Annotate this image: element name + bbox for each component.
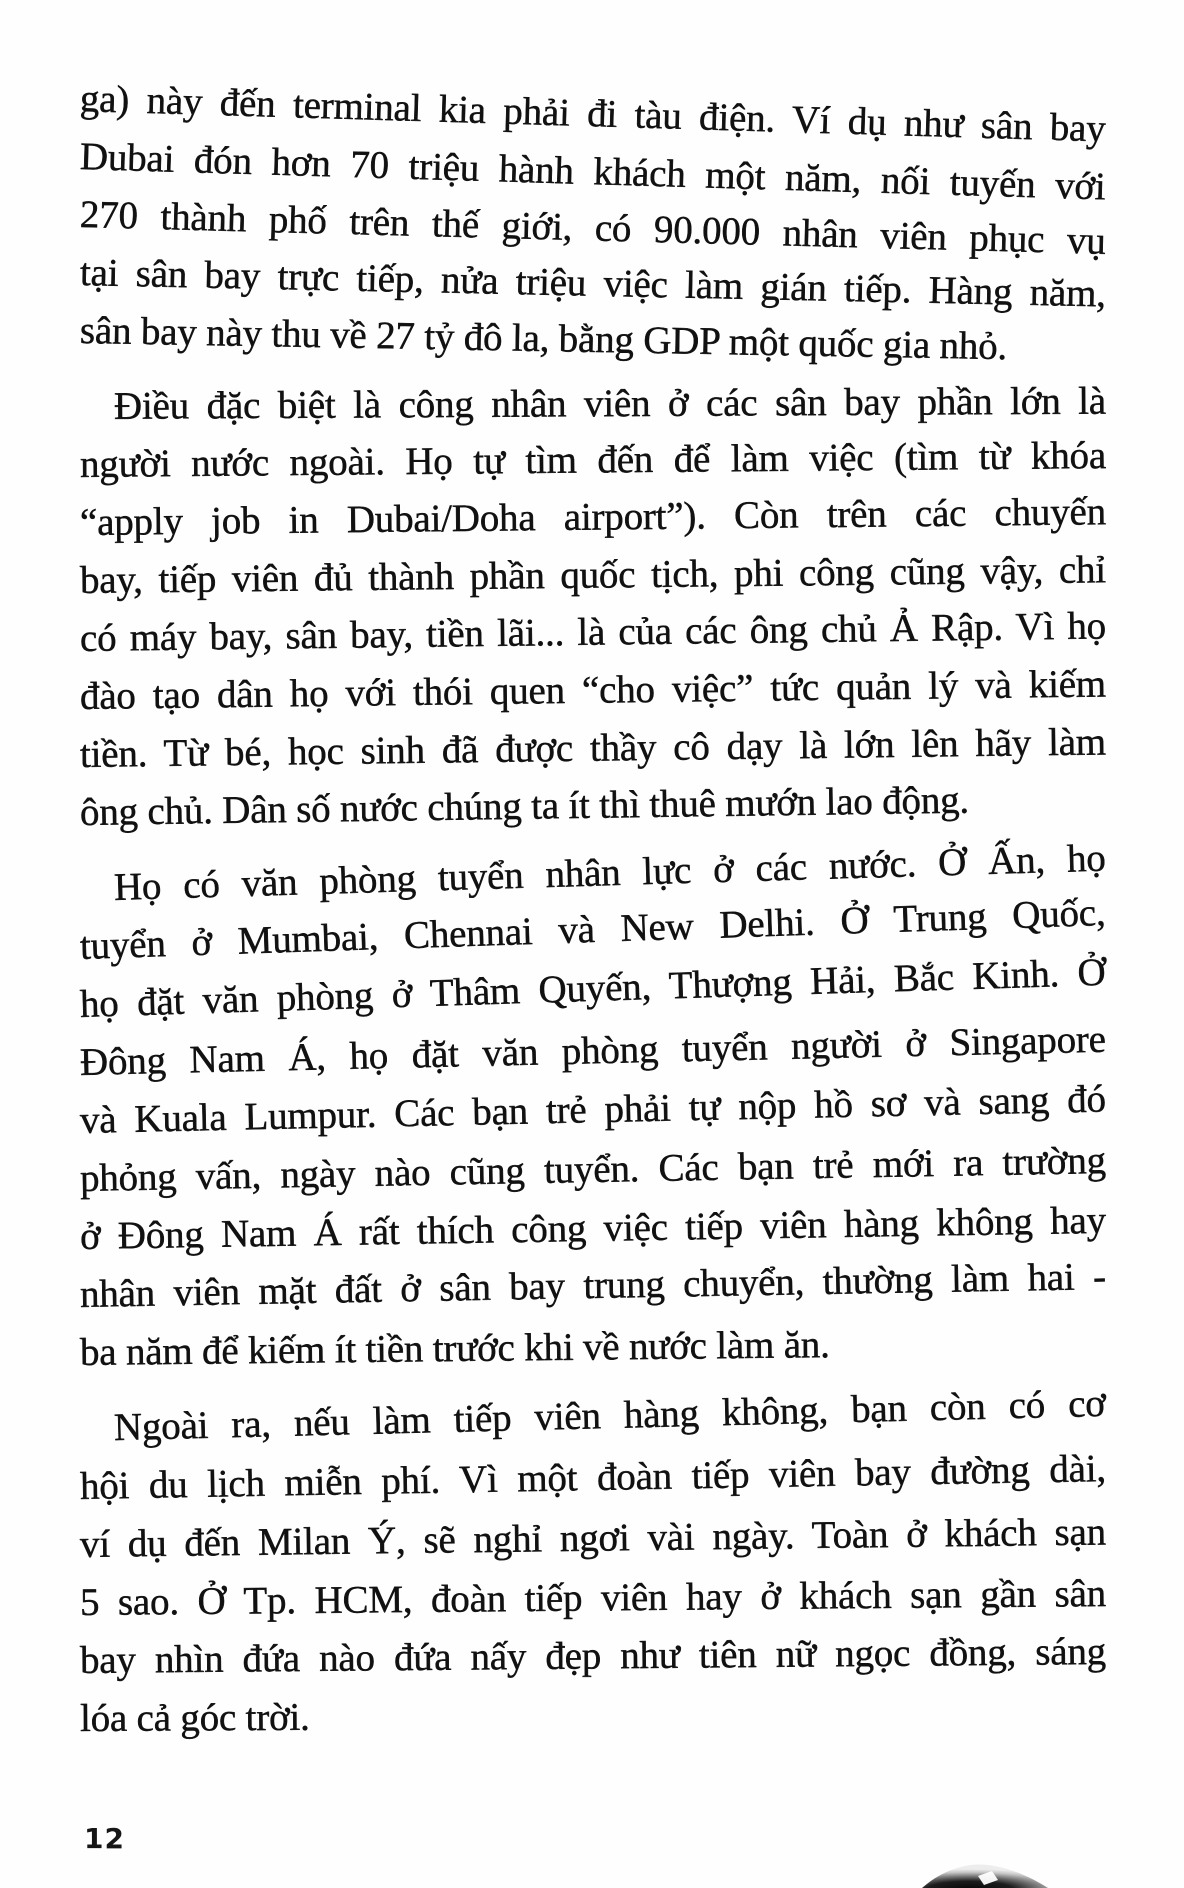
text-line: ở Đông Nam Á rất thích công việc tiếp viên hàng không hay xyxy=(79,1198,1107,1258)
paragraph xyxy=(79,836,1107,1382)
text-line: Đông Nam Á, họ đặt văn phòng tuyển người ở Singapore xyxy=(79,1017,1107,1084)
text-line: tại sân bay trực tiếp, nửa triệu việc làm gián tiếp. Hàng năm, xyxy=(79,251,1107,316)
text-line: tiền. Từ bé, học sinh đã được thầy cô dạy là lớn lên hãy làm xyxy=(79,720,1107,776)
text-line: sân bay này thu về 27 tỷ đô la, bằng GDP một quốc gia nhỏ. xyxy=(79,309,1008,369)
photo-corner-blob-icon xyxy=(922,1860,1048,1888)
text-line: Ngoài ra, nếu làm tiếp viên hàng không, bạn còn có cơ xyxy=(113,1381,1107,1450)
text-line: hội du lịch miễn phí. Vì một đoàn tiếp viên bay đường dài, xyxy=(79,1447,1107,1508)
text-line: lóa cả góc trời. xyxy=(79,1695,310,1740)
text-line: 5 sao. Ở Tp. HCM, đoàn tiếp viên hay ở khách sạn gần sân xyxy=(79,1572,1107,1624)
paragraph xyxy=(79,1381,1107,1748)
text-line: bay nhìn đứa nào đứa nấy đẹp như tiên nữ ngọc đồng, sáng xyxy=(79,1630,1107,1682)
text-line: và Kuala Lumpur. Các bạn trẻ phải tự nộp hồ sơ và sang đó xyxy=(79,1077,1107,1142)
text-line: 270 thành phố trên thế giới, có 90.000 nhân viên phục vụ xyxy=(79,193,1107,263)
paragraph xyxy=(80,378,1106,842)
text-line: nhân viên mặt đất ở sân bay trung chuyển, thường làm hai - xyxy=(79,1255,1107,1316)
text-line: đào tạo dân họ với thói quen “cho việc” tức quản lý và kiếm xyxy=(79,662,1107,718)
text-block xyxy=(80,70,1106,1748)
text-line: Điều đặc biệt là công nhân viên ở các sân bay phần lớn là xyxy=(113,379,1107,428)
text-line: Họ có văn phòng tuyển nhân lực ở các nước. Ở Ấn, họ xyxy=(113,836,1107,909)
text-line: ba năm để kiếm ít tiền trước khi về nước làm ăn. xyxy=(79,1323,830,1374)
text-line: tuyển ở Mumbai, Chennai và New Delhi. Ở Trung Quốc, xyxy=(79,890,1107,968)
text-line: “apply job in Dubai/Doha airport”). Còn trên các chuyến xyxy=(79,490,1107,544)
text-line: phỏng vấn, ngày nào cũng tuyển. Các bạn trẻ mới ra trường xyxy=(79,1139,1107,1200)
text-line: có máy bay, sân bay, tiền lãi... là của các ông chủ Ả Rập. Vì họ xyxy=(79,604,1107,660)
paragraph xyxy=(79,70,1107,369)
page-number: 12 xyxy=(84,1822,125,1855)
text-line: ví dụ đến Milan Ý, sẽ nghỉ ngơi vài ngày. Toàn ở khách sạn xyxy=(79,1510,1107,1566)
text-line: người nước ngoài. Họ tự tìm đến để làm việc (tìm từ khóa xyxy=(79,434,1107,486)
text-line: bay, tiếp viên đủ thành phần quốc tịch, phi công cũng vậy, chỉ xyxy=(79,548,1107,602)
text-line: họ đặt văn phòng ở Thâm Quyến, Thượng Hải, Bắc Kinh. Ở xyxy=(79,950,1107,1026)
text-line: Dubai đón hơn 70 triệu hành khách một năm, nối tuyến với xyxy=(79,135,1107,209)
text-line: ông chủ. Dân số nước chúng ta ít thì thuê mướn lao động. xyxy=(79,778,970,834)
text-line: ga) này đến terminal kia phải đi tàu điện. Ví dụ như sân bay xyxy=(79,77,1107,151)
